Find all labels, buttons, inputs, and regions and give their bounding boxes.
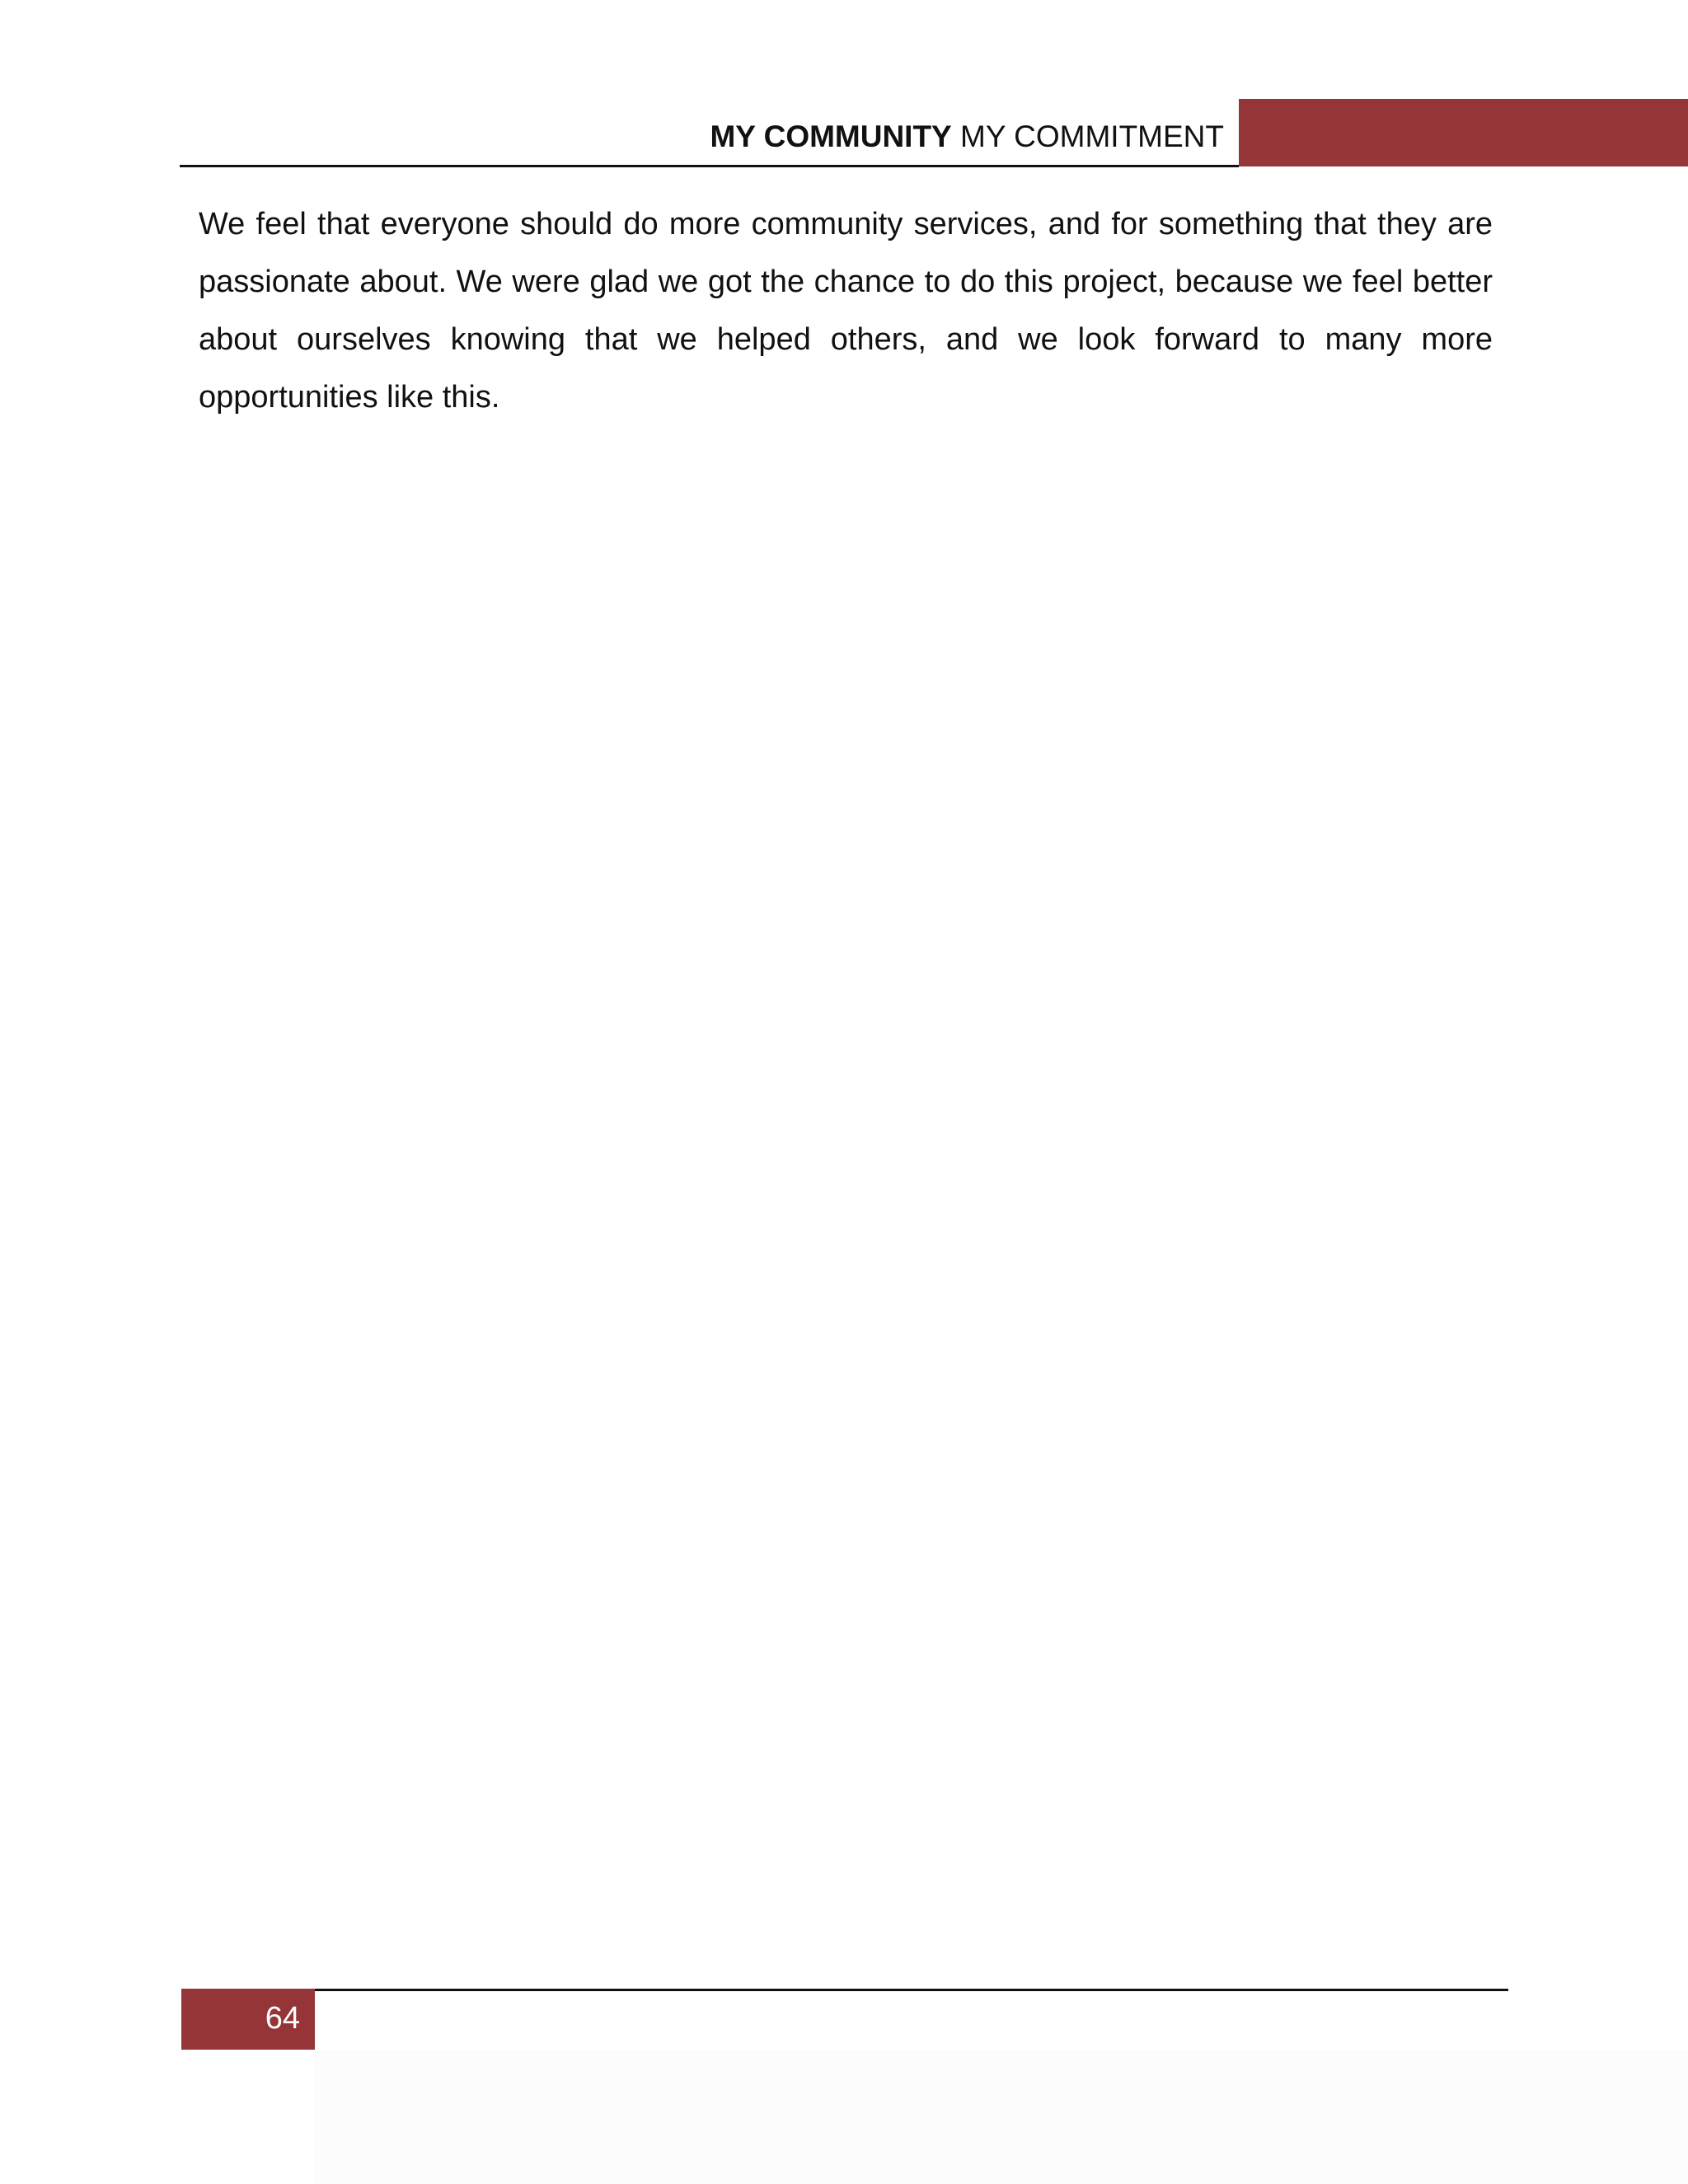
running-header-regular: MY COMMITMENT — [960, 120, 1224, 153]
header-divider — [180, 165, 1239, 167]
running-header — [710, 118, 1224, 156]
page-number-box — [181, 1989, 315, 2050]
footer-divider — [314, 1989, 1508, 1991]
header-accent-bar — [1239, 99, 1688, 166]
running-header-bold: MY COMMUNITY — [710, 120, 952, 153]
body-paragraph: We feel that everyone should do more community services, and for something that they are passionate about. We were glad we got the chance to do this project, because we feel better about ourselves knowing that we helped others, and we look forward to many more opportunities like this. — [199, 207, 1493, 415]
footer-shade — [315, 2050, 1688, 2184]
page-number: 64 — [265, 2001, 300, 2036]
